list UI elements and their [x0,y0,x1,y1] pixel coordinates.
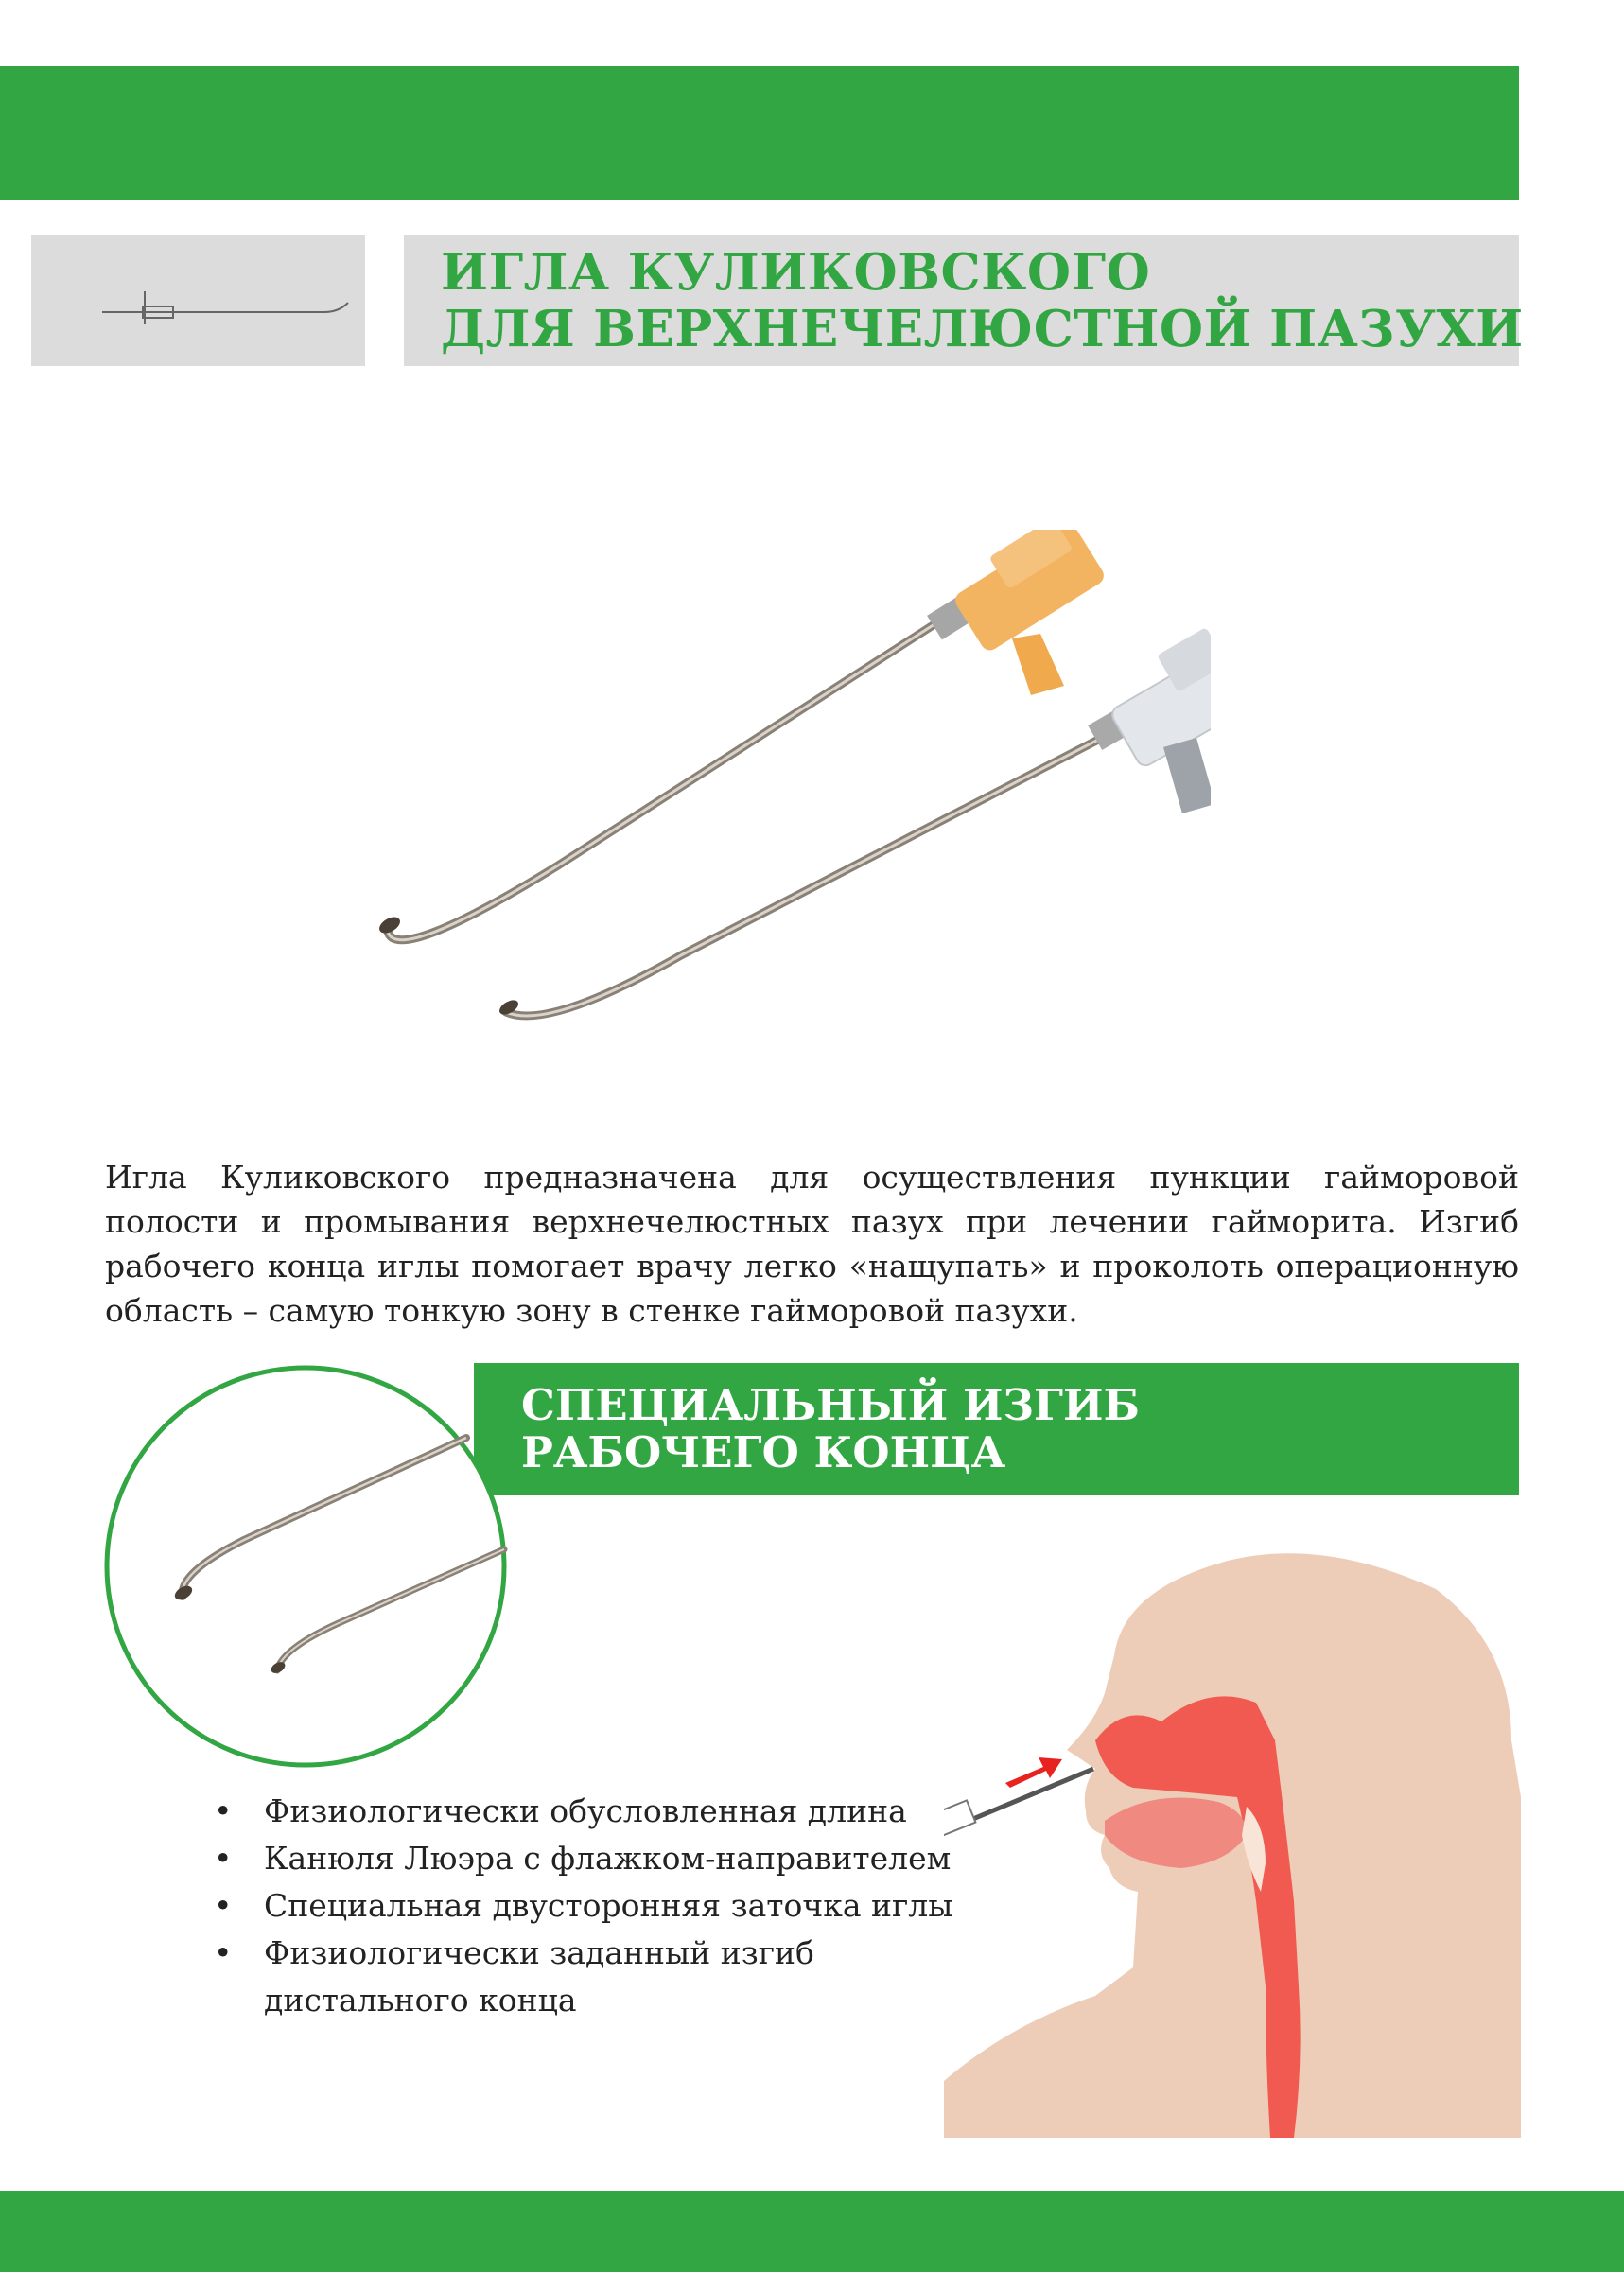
list-item [214,1930,1018,2024]
feature-text: Физиологически заданный изгиб дистального конца [264,1934,814,2019]
list-item [214,1788,1018,1835]
bullet: • [214,1840,233,1877]
feature-text: Физиологически обусловленная длина [264,1792,907,1829]
product-description: Игла Куликовского предназначена для осуществления пункции гайморовой полости и промывания верхнечелюстных пазух при лечении гайморита. Изгиб рабочего конца иглы помогает врачу легко «нащупать» и проколоть операционную область – самую тонкую зону в стенке гайморовой пазухи. [105,1159,1519,1329]
section-title [521,1363,1140,1477]
section-title-line-1: СПЕЦИАЛЬНЫЙ ИЗГИБ [521,1380,1140,1430]
feature-text: Специальная двусторонняя заточка иглы [264,1887,953,1924]
needle-icon [31,235,365,366]
bullet: • [214,1934,233,1971]
list-item [214,1835,1018,1882]
header-green-bar [0,66,1519,200]
clear-needle [497,627,1211,1018]
section-title-line-2: РАБОЧЕГО КОНЦА [521,1427,1006,1477]
product-photo [359,530,1211,1040]
bullet: • [214,1887,233,1924]
needle-icon-panel [31,235,365,366]
feature-list [214,1788,1018,2024]
anatomy-illustration [944,1551,1521,2138]
footer-green-bar [0,2191,1624,2272]
needle-tip-closeup [102,1360,518,1776]
page-title [441,235,1524,358]
feature-text: Канюля Люэра с флажком-направителем [264,1840,952,1877]
title-line-2: ДЛЯ ВЕРХНЕЧЕЛЮСТНОЙ ПАЗУХИ [441,300,1524,358]
list-item [214,1882,1018,1930]
orange-needle [376,530,1108,940]
bullet: • [214,1792,233,1829]
title-line-1: ИГЛА КУЛИКОВСКОГО [441,243,1151,302]
